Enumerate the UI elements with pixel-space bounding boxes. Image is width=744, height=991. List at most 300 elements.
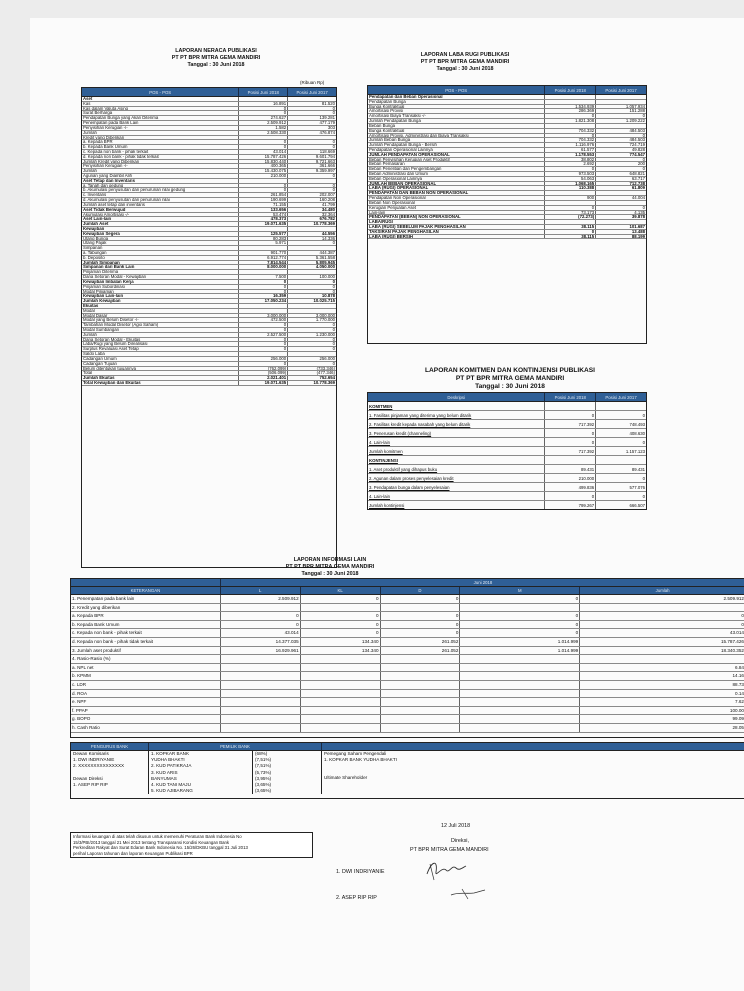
row-value [301,715,381,723]
row-value: 19.071.635 [239,381,288,385]
row-label: JUMLAH BEBAN OPERASIONAL [368,182,545,186]
labarugi-title: LAPORAN LABA RUGI PUBLIKASI PT PT BPR MITRA GEMA MANDIRI Tanggal : 30 Juni 2018 [420,52,510,73]
row-value [301,664,381,672]
pemilik-share: (7,51%) [255,757,272,763]
table-row [71,690,744,699]
row-value: 676.782 [319,217,335,222]
row-label: TAKSIRAN PAJAK PENGHASILAN [368,230,545,234]
pemilik-name: YUDHA BHAKTI [151,757,185,763]
row-value: 10.025.715 [313,299,335,303]
row-value: 400.365 [239,164,288,168]
row-label: g. BOPO [71,715,221,723]
row-label: 1. Penempatan pada bank lain [71,595,221,603]
row-label: f. PPAP [71,707,221,715]
row-value: 0 [642,205,646,210]
row-value [301,690,381,698]
row-value [381,664,461,672]
row-label: b. Kepada Bank Umum [82,145,239,149]
row-label: Pendapatan Non Operasional [368,196,545,200]
row-value: 1.057.934 [625,104,646,109]
row-value: 0 [239,290,288,294]
row-value: 0 [332,145,335,149]
row-value: 10.778.369 [313,380,335,385]
table-row [82,381,336,386]
row-value: 0 [545,492,596,500]
table-row [368,465,646,474]
row-label: Jumlah [82,131,239,135]
table-row [368,420,646,429]
row-value: 0 [460,629,580,637]
row-label: e. NPF [71,698,221,706]
row-value: 0 [332,289,335,294]
komisaris-1: 1. DWI INDRIYANIE [73,757,115,763]
row-value [580,604,744,612]
row-value: 0 [642,413,646,418]
row-value [239,352,288,356]
row-label: Modal yang Belum Disetor -/- [82,318,239,322]
signature-company: PT BPR MITRA GEMA MANDIRI [410,847,489,853]
row-value: 0 [642,494,646,499]
row-value: 0 [332,183,335,188]
pengendali-label: Pemegang Saham Pengendali [324,751,387,756]
row-label: 4. Rasio-Rasio (%) [71,655,221,663]
row-label: 2. Agunan dalam proses penyelesaian kredit [368,474,545,482]
neraca-unit: (Ribuan Rp) [300,80,325,85]
row-value [239,304,288,308]
row-value: 9.721.663 [315,159,335,164]
row-label: KOMITMEN [368,402,545,410]
row-value: 973.503 [545,172,596,176]
row-value: 499.836 [545,483,596,491]
table-row [71,672,744,681]
row-value: 256.000 [319,356,335,361]
row-value [545,124,596,128]
row-value: 0 [239,328,288,332]
table-row [368,492,646,501]
row-label: JUMLAH PENDAPATAN OPERASIONAL [368,153,545,157]
row-value [460,672,580,680]
row-value: 444.387 [319,251,335,255]
table-row [71,647,744,656]
row-value: 748.493 [629,422,646,427]
row-value: 4.135 [634,210,646,215]
row-value: 16.929.961 [221,647,301,655]
row-value [288,227,336,231]
row-value: 704.332 [545,138,596,142]
row-value [381,724,461,732]
row-label: a. Tabungan [82,251,239,255]
row-value: 799.267 [545,501,596,509]
row-label: Beban Operasional Lainnya [368,177,545,181]
row-value: 134.340 [301,638,381,646]
row-value: 1.209.222 [625,119,646,123]
row-label: Tambahan Modal Disetor (Agio Saham) [82,323,239,327]
row-value [221,715,301,723]
row-value: 1.821.308 [545,119,596,123]
row-value: 0 [332,361,335,366]
row-value: 724.719 [629,143,646,147]
row-value: 752.654 [319,376,335,380]
row-value: 2.509.912 [723,596,744,601]
row-label: c. Kepada non bank - pihak terkait [82,150,239,154]
row-label: Beban Non Operasional [368,201,545,205]
row-value: 0 [545,230,596,234]
pemilik-name: 3. KUD ARIS [151,769,178,775]
row-label: Simpanan [82,246,239,250]
row-value: 9.359.997 [315,169,335,173]
row-value: 484.503 [629,138,646,143]
row-value [301,672,381,680]
row-value: 1.534.939 [545,105,596,109]
row-label: Jumlah komitmen [368,447,545,455]
neraca-header-0: POS - POS [82,88,239,96]
row-value: 3.000.000 [239,314,288,318]
komitmen-header-0: Deskripsi [368,393,545,401]
row-value [460,698,580,706]
row-label: LABA (RUGI) SEBELUM PAJAK PENGHASILAN [368,225,545,229]
row-value: 0 [332,284,335,289]
komitmen-header-1: Posisi Juni 2018 [545,393,596,401]
ultimate-shareholder: Ultimate Shareholder [324,775,368,781]
row-value: 49.828 [631,147,646,152]
table-row [368,456,646,465]
row-value [460,664,580,672]
row-value: 0 [332,347,335,352]
row-label: d. Akumulasi penyusutan dan penurunan nilai [82,198,239,202]
pemilik-share: (5,73%) [255,769,272,775]
row-label: c. Kepada non bank - pihak terkait [71,629,221,637]
row-label: Simpanan dari Bank Lain [82,265,239,269]
row-label: Kewajiban [82,227,239,231]
row-value: 717.392 [545,447,596,455]
pengendali-name: 1. KOPKAR BANK YUDHA BHAKTI [324,757,397,763]
row-label: a. NPL net [71,664,221,672]
row-value: 7.814.544 [239,261,288,265]
row-value [239,227,288,231]
pemilik-names [149,751,253,794]
row-value [239,97,288,101]
row-value: 408.630 [629,431,646,436]
neraca-header-2: Posisi Juni 2017 [296,90,328,95]
row-value: 63.717 [631,176,646,181]
row-value: 81.520 [321,101,335,106]
row-value [545,220,596,224]
komitmen-header-2: Posisi Juni 2017 [605,395,637,400]
row-label: Kerugian Penjualan Aset [368,206,545,210]
row-label: d. Kepada non bank - pihak tidak terkait [82,155,239,159]
table-row [71,595,744,604]
labarugi-header-2: Posisi Juni 2017 [605,88,637,93]
row-value [545,95,596,99]
row-value: 0 [239,107,288,111]
row-value: 0.14 [735,690,744,696]
row-value: 38.115 [545,235,596,239]
row-label: b. Deposito [82,256,239,260]
row-value: 0 [642,133,646,138]
row-label: b. KPMM [71,672,221,680]
row-value: 0 [460,595,580,603]
row-value: 1.178.553 [545,153,596,157]
row-value: 0 [332,323,335,327]
row-value [460,655,580,663]
row-label: Surat Berharga [82,111,239,115]
pemilik-percentages [253,751,322,794]
row-value: 0 [642,114,646,119]
row-value: 6.84 [735,664,744,670]
info-header-2: KL [301,587,381,594]
row-value [221,655,301,663]
row-label: Belum ditentukan tujuannya [82,367,239,371]
row-label: Pendapatan dan Beban Operasional [368,95,545,99]
row-value: 0 [642,157,646,162]
row-label: Modal Pinjaman [82,290,239,294]
row-value: 0 [332,337,335,342]
row-value: 1.770.000 [315,318,335,323]
row-value: 0 [332,174,335,178]
row-label: Jumlah Pendapatan Bunga [368,119,545,123]
table-row [71,681,744,690]
table-row [71,715,744,724]
table-row [71,621,744,630]
row-label: Cadangan Umum [82,357,239,361]
table-row [71,612,744,621]
row-value: 2.692 [545,162,596,166]
row-label: Total Kewajiban dan Ekuitas [82,381,239,385]
row-value: 0 [460,621,580,629]
row-label: Penyisihan Kerugian -/- [82,126,239,130]
row-label: Aset [82,97,239,101]
row-value: 477.179 [319,121,335,125]
row-value: 0 [741,621,744,627]
row-value: 0 [221,621,301,629]
row-value: 666.507 [629,503,646,508]
row-value: 210.000 [545,474,596,482]
row-value [301,724,381,732]
row-label: Jumlah Beban Bunga [368,138,545,142]
row-value: 0 [239,285,288,289]
row-value: 0 [332,342,335,347]
row-value: 2.527.500 [239,333,288,337]
row-value: 0 [239,184,288,188]
row-value: 0 [239,347,288,351]
row-value [239,270,288,274]
row-value: 43.014 [221,629,301,637]
row-label: Beban Penyisihan Kerugian Aset Produktif [368,158,545,162]
row-label: b. Kepada Bank Umum [71,621,221,629]
row-value: 1.014.999 [460,647,580,655]
row-value [596,100,646,104]
row-value: 13.488 [631,229,646,234]
table-row [368,483,646,492]
row-label: Lain-lain [368,211,545,215]
row-label: Modal [82,309,239,313]
row-value [460,681,580,689]
pemilik-share: (3,65%) [255,788,272,794]
labarugi-table [367,85,647,344]
row-value: 5.971 [239,241,288,245]
row-value: 34.480 [321,207,335,212]
row-value: 16.359 [239,294,288,298]
row-value: 16.891 [239,102,288,106]
table-row [71,638,744,647]
pemilik-name: BANYUMAS [151,775,177,781]
report-page [30,18,744,991]
row-label: Kredit yang Diberikan [82,136,239,140]
info-header-1: L [221,587,301,594]
row-value: 0 [301,629,381,637]
row-value [381,707,461,715]
row-label: 4. Lain-lain [368,438,545,446]
row-value: 361.666 [319,164,335,169]
row-label: Jumlah Ekuitas [82,376,239,380]
row-value: 14.336 [321,236,335,241]
row-value: 61.577 [545,148,596,152]
row-label: Utang Bunga [82,237,239,241]
row-value [381,672,461,680]
row-label: 3. Jumlah aset produktif [71,647,221,655]
row-value: 3.000.000 [315,313,335,318]
row-value: 901.770 [239,251,288,255]
row-value: 0 [545,114,596,118]
row-value: 478.373 [239,217,288,221]
row-value [596,95,646,99]
row-value [288,270,336,274]
row-label: Bunga Kontraktual [368,129,545,133]
row-label: Beban Penelitian dan Pengembangan [368,167,545,171]
row-value: 1.116.976 [545,143,596,147]
signature-date: 12 Juli 2018 [441,823,471,829]
row-value: 88.73 [732,681,744,687]
row-value: 0 [381,612,461,620]
pemilik-share: (3,65%) [255,782,272,788]
row-value: 15.787.426 [239,155,288,159]
row-label: 4. Lain-lain [368,492,545,500]
row-value [239,246,288,250]
row-value [221,604,301,612]
row-label: 1. Fasilitas pinjaman yang diterima yang belum ditarik [368,411,545,419]
row-value: 32.364 [321,212,335,217]
row-label: Agunan yang Diambil Alih [82,174,239,178]
row-label: c. LDR [71,681,221,689]
row-value: 261.052 [381,647,461,655]
row-value: 14.16 [732,673,744,679]
row-value: 577.076 [629,485,646,490]
row-value: 256.000 [239,357,288,361]
row-value: 0 [381,629,461,637]
pemilik-name: 2. KUD PATIKRAJA [151,763,192,769]
row-value: 2.508.330 [239,131,288,135]
row-value [381,681,461,689]
row-value [381,604,461,612]
row-value: 89.431 [545,465,596,473]
row-value: 53.474 [239,213,288,217]
row-value [221,672,301,680]
info-header-0: KETERANGAN [71,587,221,594]
pemilik-name: 5. KUD AJIBARANG [151,788,193,794]
row-value [288,246,336,250]
row-value: 0 [239,280,288,284]
pengurus-header: PENGURUS BANK [71,743,149,750]
row-label: Saldo Laba [82,352,239,356]
info-header-3: D [381,587,461,594]
row-value: 900 [545,196,596,200]
info-group-header: Juni 2018 [473,580,493,585]
row-value: 0 [301,612,381,620]
row-label: 2. Fasilitas kredit kepada nasabah yang belum ditarik [368,420,545,428]
row-label: Aset Tetap dan Inventaris [82,179,239,183]
row-value: 0 [381,621,461,629]
row-label: Total [82,371,239,375]
row-label: Laba/Rugi yang Belum Direalisasi [82,342,239,346]
row-label: LABA (RUGI) BERSIH [368,235,545,239]
table-row [368,429,646,438]
row-value: 14.377.035 [221,638,301,646]
neraca-header-1: Posisi Juni 2018 [239,88,288,96]
komitmen-title: LAPORAN KOMITMEN DAN KONTINJENSI PUBLIKASI PT PT BPR MITRA GEMA MANDIRI Tanggal : 30 Juni 2018 [425,367,595,390]
disclaimer-note: Informasi keuangan di atas telah disusun untuk memenuhi Peraturan Bank Indonesia No 15/3/PBI/2013 tanggal 21 Mei 2013 tentang Transparansi Kondisi Keuangan Bank Perkreditan Rakyat dan Surat Edaran Bank Indonesia No. 15/26/DKBU tanggal 31 Juli 2013 perihal Laporan tahunan dan laporan Keuangan Publikasi BPR [70,832,313,858]
row-value: 5.805.945 [315,260,335,265]
row-value: 2.021.401 [239,376,288,380]
row-label: Utang Pajak [82,241,239,245]
row-value: 8.000.000 [239,265,288,269]
row-value [288,179,336,183]
row-value: 0 [545,167,596,171]
row-value: 17.050.234 [239,299,288,303]
row-label: Pinjaman Subordinasi [82,285,239,289]
row-value [301,707,381,715]
row-value: 0 [642,440,646,445]
row-value: 1.157.123 [625,449,646,454]
row-value: 648.821 [629,172,646,176]
row-value [381,698,461,706]
row-value: 0 [221,612,301,620]
row-value: 44.556 [321,231,335,236]
row-label: 2. Kredit yang diberikan [71,604,221,612]
row-label: Jumlah Pendapatan Bunga - Bersih [368,143,545,147]
row-label: b. Akumulasi penyusutan dan penurunan nilai gedung [82,188,239,192]
row-value: (762.099) [239,367,288,371]
row-value: 0 [545,206,596,210]
table-row [71,698,744,707]
row-label: 3. Penerusan kredit (channeling) [368,429,545,437]
row-value: 0 [642,476,646,481]
row-value [545,201,596,205]
row-value: (477.346) [316,371,335,376]
row-value [596,201,646,205]
row-value: 43.014 [239,150,288,154]
handwritten-signature-1 [422,856,472,884]
row-value [288,97,336,101]
row-value [221,664,301,672]
row-label: 3. Pendapatan bunga dalam penyelesaian [368,483,545,491]
row-label: Jumlah Kredit yang Diberikan [82,160,239,164]
row-value: 54.063 [545,177,596,181]
row-label: Jumlah kontinjensi [368,501,545,509]
row-label: Cadangan Tujuan [82,362,239,366]
table-row [368,447,646,456]
table-row [368,402,646,411]
row-value [545,191,596,195]
row-value: 0 [381,595,461,603]
row-value: 39.878 [631,215,646,220]
row-value: 61.809 [631,186,646,191]
row-value [301,698,381,706]
pemilik-header: PEMILIK BANK [149,743,322,750]
row-value [221,698,301,706]
row-value: 125.577 [239,232,288,236]
row-value [221,681,301,689]
row-value: 484.503 [629,128,646,133]
